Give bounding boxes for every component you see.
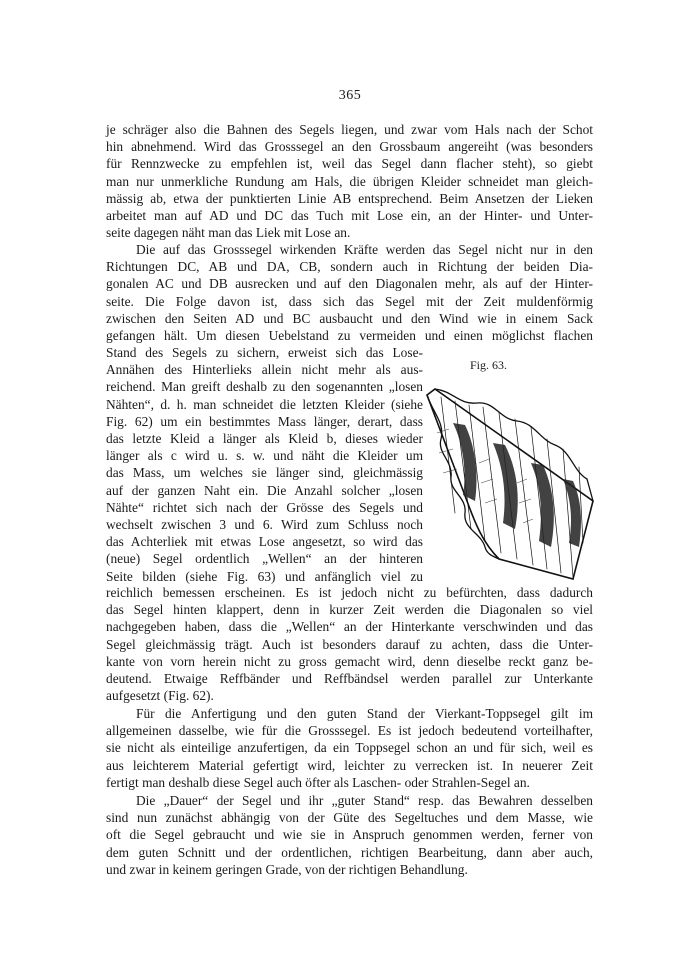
text-line: Die „Dauer“ der Segel und ihr „guter Stand“ resp. das Bewahren desselben [136,793,593,808]
text-line: Stand des Segels zu sichern, erweist sich das Lose- [106,345,423,360]
text-line: Richtungen DC, AB und DA, CB, sondern auch in Richtung der beiden Dia- [106,259,593,275]
text-line: für Rennzwecke zu empfehlen ist, weil das Segel dann flacher steht), so giebt [106,156,593,172]
text-line: dem guten Schnitt und der ordentlichen, richtigen Bearbeitung, dann aber auch, [106,844,593,860]
paragraph-2 [106,241,593,344]
text-line: aufgesetzt (Fig. 62). [106,688,214,704]
text-line: allgemeinen dasselbe, wie für die Grosssegel. Es ist jedoch bedeutend vorteilhafter, [106,723,593,739]
text-line: (neue) Segel ordentlich „Wellen“ an der hinteren [106,551,423,567]
paragraph-3 [106,705,593,791]
page-number: 365 [338,88,362,103]
text-line: sie nicht als einteilige anzufertigen, da ein Toppsegel schon an und für sich, weil es [106,740,593,756]
text-line: fertigt man deshalb diese Segel auch öfter als Laschen- oder Strahlen-Segel an. [106,774,530,790]
paragraph-4 [106,792,593,878]
text-line: deutend. Etwaige Reffbänder und Reffbändsel werden parallel zur Unterkante [106,671,593,687]
text-line: gonalen AC und DB ausrecken und auf den Diagonalen mehr, als auf der Hinter- [106,276,593,292]
text-line: aus leichterem Material gefertigt wird, leichter zu verrecken ist. In neuerer Zeit [106,757,593,773]
text-line: arbeitet man auf AD und DC das Tuch mit Lose ein, an der Hinter- und Unter- [106,208,593,224]
text-line: reichlich bemessen erscheinen. Es ist jedoch nicht zu befürchten, dass dadurch [106,585,593,600]
text-line: je schräger also die Bahnen des Segels liegen, und zwar vom Hals nach der Schot [106,122,593,137]
text-line: Annähen des Hinterlieks allein nicht mehr als aus- [106,362,423,378]
paragraph-1 [106,121,593,241]
text-line: Segel gleichmässig trägt. Auch ist besonders darauf zu achten, dass die Unter- [106,636,593,652]
text-line: seite. Die Folge davon ist, dass sich das Segel mit der Zeit muldenförmig [106,293,593,309]
text-line: wechselt zwischen 3 und 6. Wird zum Schluss noch [106,517,423,533]
text-line: hin abnehmend. Wird das Grosssegel an den Grossbaum angereiht (was besonders [106,139,593,155]
text-line: Nähten“, d. h. man schneidet die letzten Kleider (siehe [106,396,423,412]
text-line: Nähte“ richtet sich nach der Grösse des Segels und [106,499,423,515]
paragraph-2-continued [106,584,593,704]
text-line: kante von vorn herein nicht zu gross gemacht wird, denn dieselbe reckt ganz be- [106,653,593,669]
text-line: oft die Segel gebraucht und wie sie in Anspruch genommen werden, ferner von [106,827,593,843]
text-line: Die auf das Grosssegel wirkenden Kräfte werden das Segel nicht nur in den [136,242,593,257]
text-line: das Mass, um welches sie länger sind, gleichmässig [106,465,423,481]
figure-caption: Fig. 63. [470,358,508,372]
sail-figure [423,383,601,583]
text-line: gefangen hält. Um diesen Uebelstand zu vermeiden und einen möglichst flachen [106,328,593,344]
text-line: man nur unmerkliche Rundung am Hals, die übrigen Kleider schneidet man gleich- [106,173,593,189]
sail-leech [427,395,499,559]
text-line: und zwar in keinem geringen Grade, von der richtigen Behandlung. [106,861,468,877]
text-line: mässig ab, etwa der punktierten Linie AB entsprechend. Beim Ansetzen der Lieken [106,190,593,206]
text-line: länger als c wird u. s. w. und näht die Kleider um [106,448,423,464]
text-line: das letzte Kleid a länger als Kleid b, dieses wieder [106,431,423,447]
text-line: auf der ganzen Naht ein. Die Anzahl solcher „losen [106,482,423,498]
text-line: das Achterliek mit etwas Lose angesetzt, so wird das [106,534,423,550]
paragraph-2-wrapped [106,344,423,585]
text-line: nachgegeben haben, dass die „Wellen“ an der Hinterkante verschwinden und das [106,619,593,635]
text-line: zwischen den Seiten AD und BC ausbaucht und den Wind wie in einem Sack [106,310,593,326]
text-line: Seite bilden (siehe Fig. 63) und anfänglich viel zu [106,568,423,584]
text-line: Fig. 62) um ein bestimmtes Mass länger, derart, dass [106,413,423,429]
text-line: sind nun zunächst abhängig von der Güte des Segeltuches und dem Masse, wie [106,810,593,826]
text-line: reichend. Man greift deshalb zu den sogenannten „losen [106,379,423,395]
text-line: Für die Anfertigung und den guten Stand der Vierkant-Toppsegel gilt im [136,706,593,721]
text-line: das Segel hinten klappert, denn in kurzer Zeit werden die Diagonalen so viel [106,602,593,618]
text-line: seite dagegen näht man das Liek mit Lose an. [106,225,351,241]
sail-illustration [423,383,601,583]
